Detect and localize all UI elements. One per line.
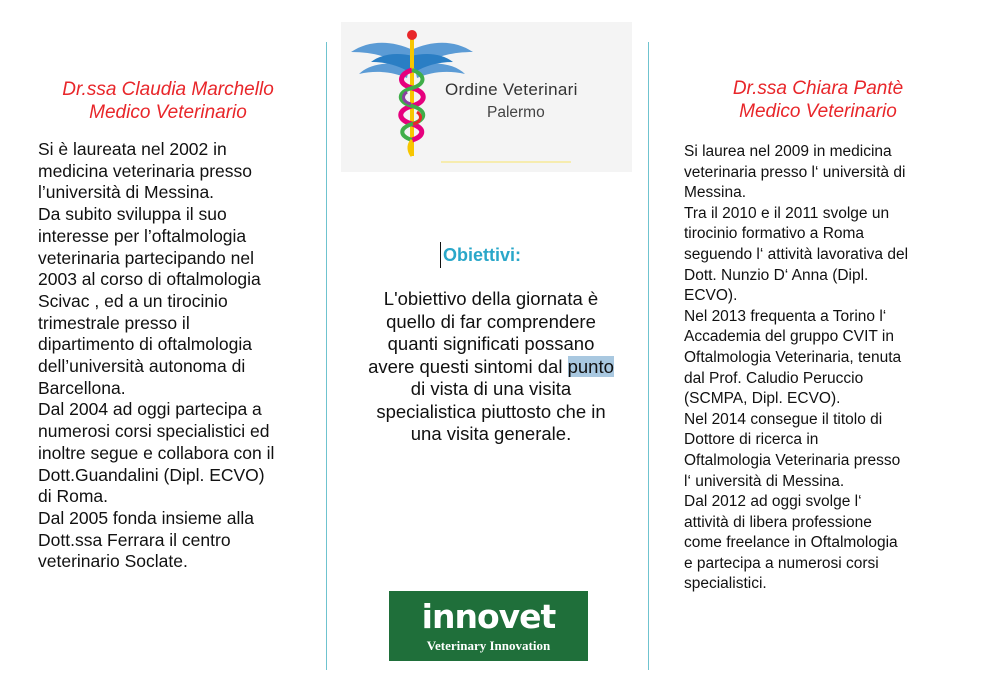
bio-line: Accademia del gruppo CVIT in — [684, 328, 894, 346]
bio-line: Nel 2014 consegue il titolo di — [684, 410, 883, 428]
right-doctor-bio — [684, 142, 964, 595]
right-doctor-column — [684, 77, 964, 595]
bio-line: Scivac , ed a un tirocinio — [38, 290, 228, 311]
objectives-text — [340, 288, 642, 446]
bio-line: dell’università autonoma di — [38, 356, 246, 377]
bio-line: Nel 2013 frequenta a Torino l‘ — [684, 307, 887, 325]
bio-line: inoltre segue e collabora con il — [38, 442, 275, 463]
objectives-line — [340, 356, 642, 379]
bio-line: Dal 2012 ad oggi svolge l‘ — [684, 493, 862, 511]
bio-line: di Roma. — [38, 486, 109, 507]
bio-line: ECVO). — [684, 287, 738, 305]
ordine-veterinari-logo — [341, 22, 632, 172]
bio-line: Oftalmologia Veterinaria, tenuta — [684, 348, 902, 366]
bio-line: specialistici. — [684, 575, 767, 593]
bio-line: Oftalmologia Veterinaria presso — [684, 451, 901, 469]
bio-line: dal Prof. Caludio Peruccio — [684, 369, 864, 387]
bio-line: l‘ università di Messina. — [684, 472, 845, 490]
bio-line: seguendo l‘ attività lavorativa del — [684, 245, 909, 263]
objectives-line: quanti significati possano — [387, 333, 595, 354]
bio-line: veterinaria presso l‘ università di — [684, 163, 906, 181]
bio-line: numerosi corsi specialistici ed — [38, 421, 270, 442]
objectives-line: specialistica piuttosto che in — [376, 400, 606, 422]
bio-line: Dott.Guandalini (Dipl. ECVO) — [38, 464, 265, 485]
bio-line: Dal 2004 ad oggi partecipa a — [38, 399, 262, 420]
innovet-tagline: Veterinary Innovation — [426, 638, 551, 653]
left-doctor-name: Dr.ssa Claudia Marchello — [62, 79, 274, 100]
logo-title: Ordine Veterinari — [445, 80, 578, 99]
bio-line: trimestrale presso il — [38, 312, 190, 333]
bio-line: (SCMPA, Dipl. ECVO). — [684, 390, 841, 408]
logo-subtitle: Palermo — [487, 104, 545, 121]
objectives-heading: Obiettivi: — [440, 242, 521, 268]
objectives-text-segment: avere questi sintomi dal — [368, 355, 568, 377]
bio-line: Dott.ssa Ferrara il centro — [38, 529, 231, 550]
column-divider-right — [648, 42, 649, 670]
bio-line: veterinaria partecipando nel — [38, 247, 254, 268]
bio-line: Messina. — [684, 184, 747, 202]
bio-line: medicina veterinaria presso — [38, 160, 252, 181]
innovet-wordmark: innovet — [421, 597, 556, 636]
bio-line: Si laurea nel 2009 in medicina — [684, 143, 892, 160]
left-doctor-role: Medico Veterinario — [89, 102, 247, 123]
bio-line: l’università di Messina. — [38, 182, 215, 203]
bio-line: interesse per l’oftalmologia — [38, 225, 247, 246]
bio-line: Dottore di ricerca in — [684, 431, 819, 449]
bio-line: veterinario Soclate. — [38, 551, 188, 572]
objectives-line: di vista di una visita — [410, 378, 572, 399]
bio-line: Barcellona. — [38, 377, 126, 398]
innovet-logo — [389, 591, 588, 661]
right-doctor-role: Medico Veterinario — [739, 101, 897, 122]
objectives-line: quello di far comprendere — [386, 310, 596, 332]
bio-line: tirocinio formativo a Roma — [684, 225, 865, 243]
left-doctor-column — [38, 78, 318, 573]
objectives-line: L'obiettivo della giornata è — [383, 288, 599, 309]
bio-line: attività di libera professione — [684, 513, 872, 531]
bio-line: 2003 al corso di oftalmologia — [38, 269, 261, 290]
selected-text-highlight[interactable]: punto — [567, 355, 614, 377]
right-doctor-name: Dr.ssa Chiara Pantè — [732, 78, 904, 99]
left-doctor-bio — [38, 139, 318, 573]
bio-line: Dal 2005 fonda insieme alla — [38, 507, 254, 528]
bio-line: Si è laureata nel 2002 in — [38, 139, 227, 159]
bio-line: dipartimento di oftalmologia — [38, 334, 253, 355]
bio-line: Dott. Nunzio D‘ Anna (Dipl. — [684, 266, 869, 284]
objectives-line: una visita generale. — [410, 423, 572, 444]
bio-line: e partecipa a numerosi corsi — [684, 554, 879, 572]
bio-line: Tra il 2010 e il 2011 svolge un — [684, 204, 890, 222]
bio-line: Da subito sviluppa il suo — [38, 204, 227, 225]
bio-line: come freelance in Oftalmologia — [684, 534, 898, 552]
column-divider-left — [326, 42, 327, 670]
